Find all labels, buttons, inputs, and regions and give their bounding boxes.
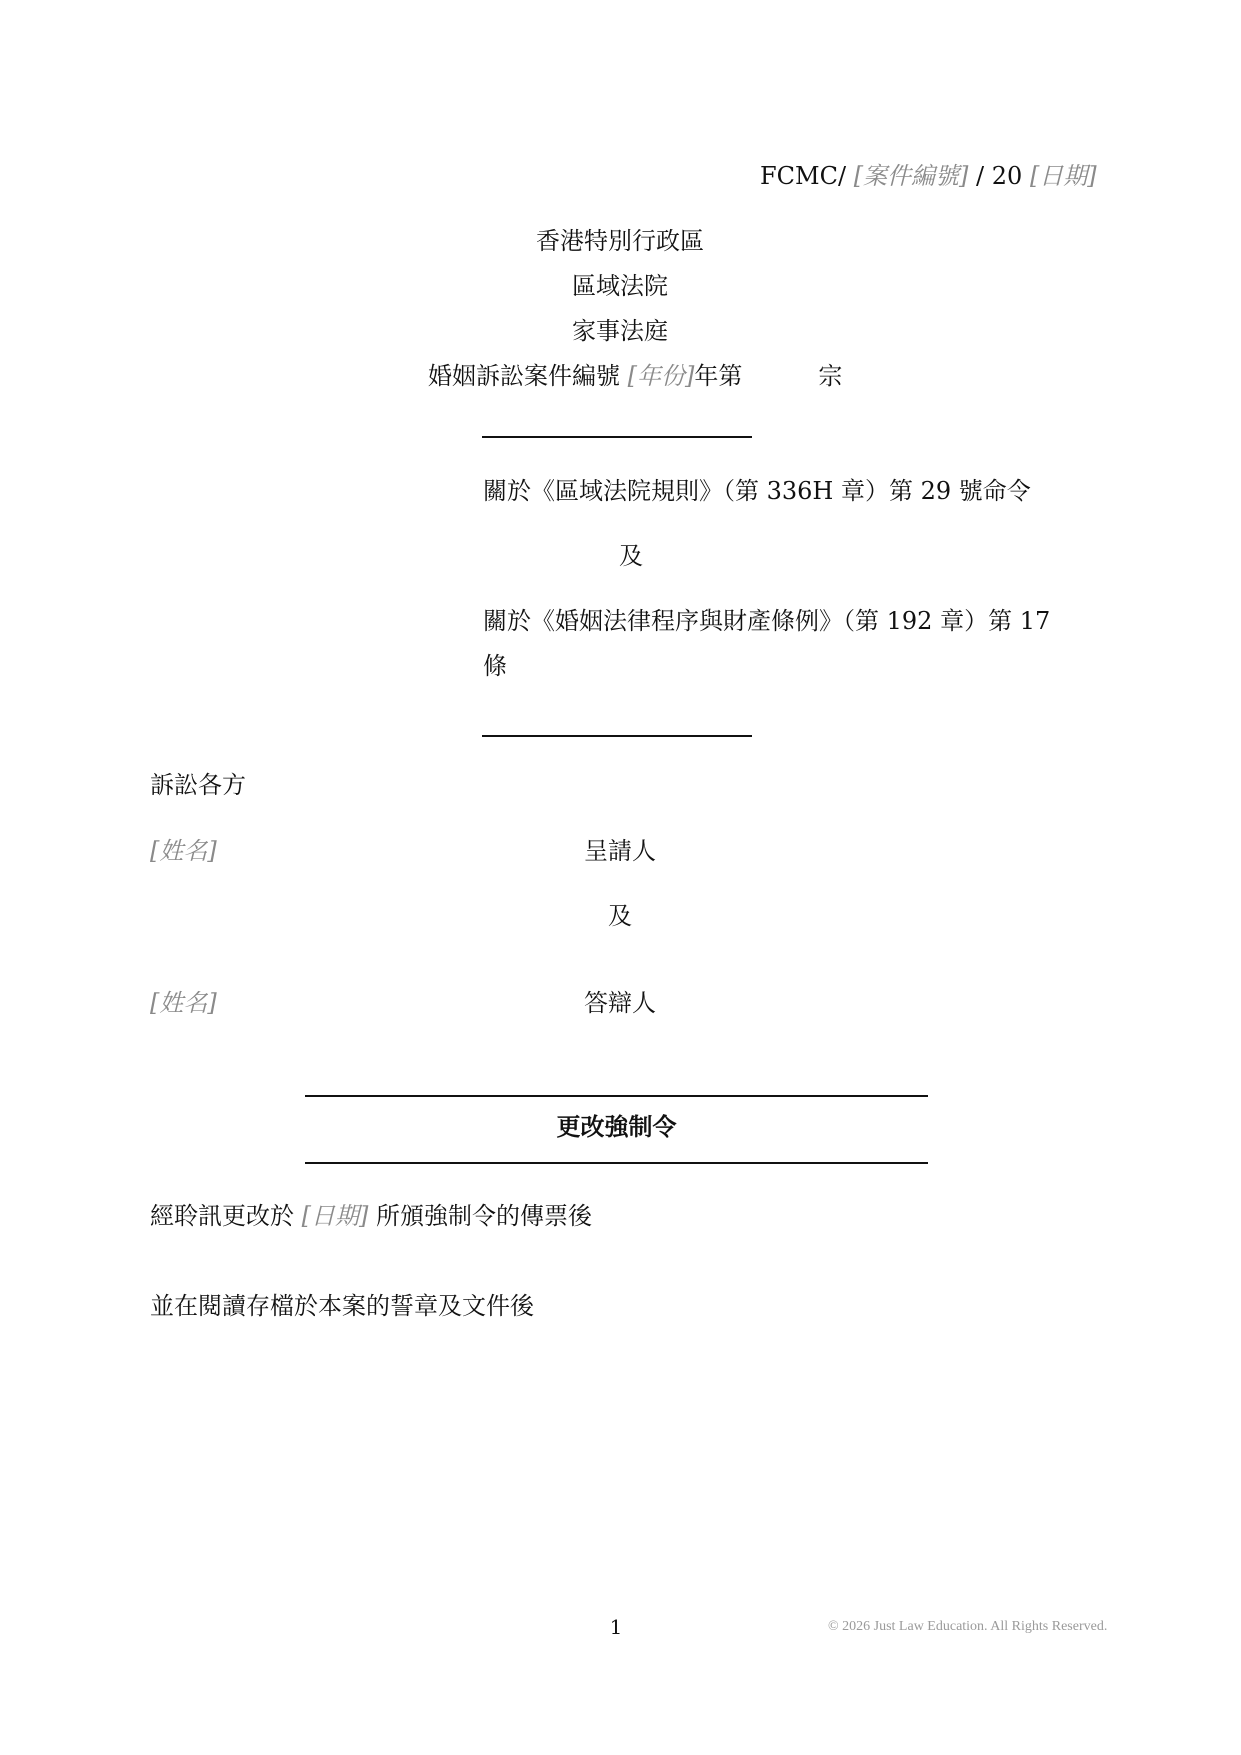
page-number: 1: [609, 1615, 623, 1639]
petitioner-name-placeholder: [姓名]: [150, 837, 217, 865]
matter-line-2-cont: 條: [483, 652, 507, 680]
case-ref-prefix: FCMC/: [760, 162, 847, 190]
divider-line: [482, 735, 752, 737]
respondent-role: 答辯人: [584, 989, 656, 1017]
court-line-3: 家事法庭: [572, 317, 668, 345]
court-line-2: 區域法院: [572, 272, 668, 300]
matter-line-2: 關於《婚姻法律程序與財產條例》（第 192 章）第 17: [483, 607, 1051, 635]
title-rule-bottom: [305, 1162, 928, 1164]
action-number-line: [428, 361, 842, 391]
action-suffix: 宗: [818, 362, 843, 390]
parties-conjunction: 及: [608, 902, 632, 930]
action-prefix: 婚姻訴訟案件編號: [428, 362, 628, 390]
matter-conjunction: 及: [619, 542, 643, 570]
year-placeholder: [年份]: [627, 362, 695, 390]
divider-line: [482, 436, 752, 438]
matter-line-1: 關於《區域法院規則》（第 336H 章）第 29 號命令: [483, 477, 1031, 505]
recital-suffix: 所頒強制令的傳票後: [368, 1202, 593, 1230]
order-date-placeholder: [日期]: [301, 1202, 369, 1230]
case-number-placeholder: [案件編號]: [853, 162, 969, 190]
case-ref-middle: / 20: [968, 162, 1030, 190]
title-rule-top: [305, 1095, 928, 1097]
case-reference: [760, 161, 1097, 191]
copyright-notice: © 2026 Just Law Education. All Rights Reserved.: [828, 1619, 1108, 1634]
recital-hearing: [150, 1201, 592, 1231]
court-line-1: 香港特別行政區: [536, 227, 704, 255]
action-mid: 年第: [694, 362, 743, 390]
parties-heading: 訴訟各方: [150, 771, 246, 799]
respondent-name-placeholder: [姓名]: [150, 989, 217, 1017]
case-date-placeholder: [日期]: [1029, 162, 1097, 190]
order-title: 更改強制令: [556, 1112, 677, 1141]
recital-reading: 並在閱讀存檔於本案的誓章及文件後: [150, 1292, 534, 1320]
petitioner-role: 呈請人: [584, 837, 656, 865]
recital-prefix: 經聆訊更改於: [150, 1202, 302, 1230]
